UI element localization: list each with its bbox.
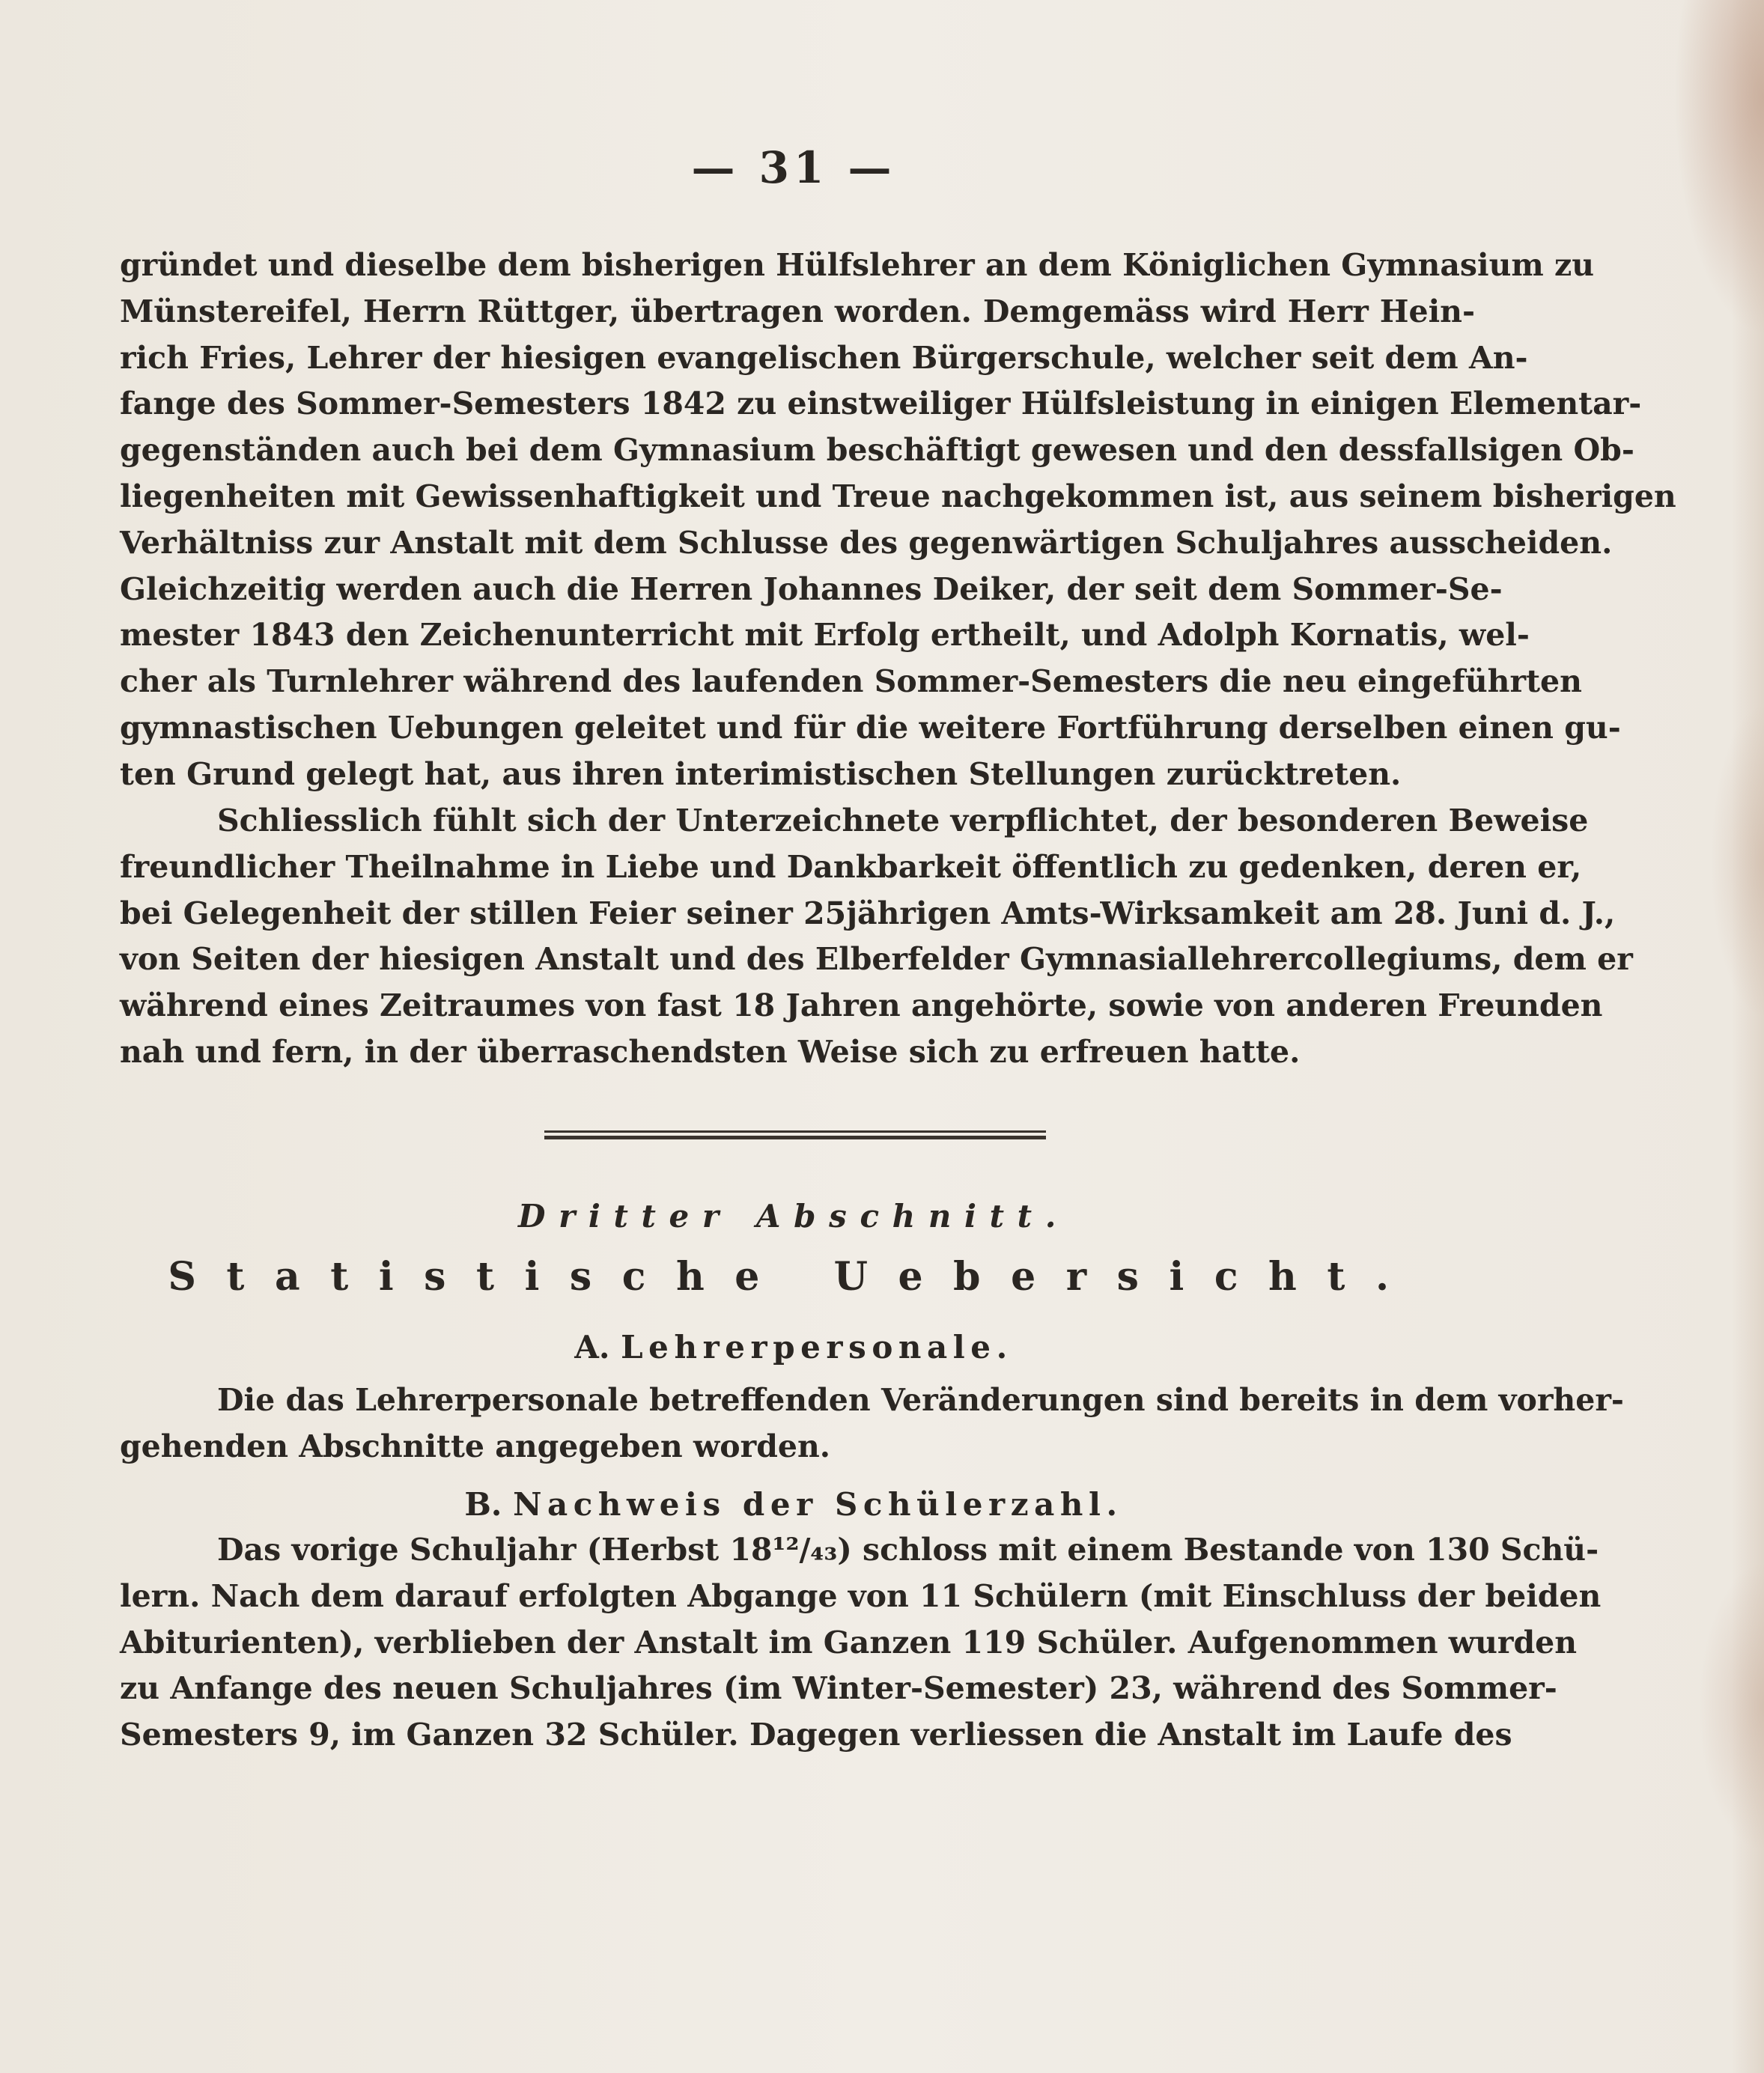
subsection-letter: B. <box>464 1486 502 1523</box>
subsection-a-heading <box>0 1329 1587 1366</box>
text-line: Schliesslich fühlt sich der Unterzeichnete verpflichtet, der besonderen Beweise <box>217 803 1589 838</box>
text-line: Abiturienten), verblieben der Anstalt im Ganzen 119 Schüler. Aufgenommen wurden <box>120 1624 1578 1660</box>
subsection-a-text <box>120 1378 1624 1470</box>
text-line: gehenden Abschnitte angegeben worden. <box>120 1428 831 1464</box>
paragraph-2 <box>120 798 1633 1076</box>
paragraph-1 <box>120 243 1676 798</box>
divider-line-thin <box>544 1130 1046 1133</box>
subsection-b-text <box>120 1527 1602 1759</box>
text-line: während eines Zeitraumes von fast 18 Jahren angehörte, sowie von anderen Freunden <box>120 987 1603 1024</box>
section-title: Statistische Uebersicht. <box>168 1254 1420 1300</box>
text-line: ten Grund gelegt hat, aus ihren interimistischen Stellungen zurücktreten. <box>120 755 1402 792</box>
text-line: Semesters 9, im Ganzen 32 Schüler. Dagegen verliessen die Anstalt im Laufe des <box>120 1717 1512 1753</box>
text-line: gründet und dieselbe dem bisherigen Hülfslehrer an dem Königlichen Gymnasium zu <box>120 247 1595 283</box>
text-line: rich Fries, Lehrer der hiesigen evangelischen Bürgerschule, welcher seit dem An- <box>120 339 1528 376</box>
subsection-title: Nachweis der Schülerzahl. <box>513 1486 1123 1523</box>
text-line: freundlicher Theilnahme in Liebe und Dankbarkeit öffentlich zu gedenken, deren er, <box>120 848 1582 885</box>
text-line: Die das Lehrerpersonale betreffenden Veränderungen sind bereits in dem vorher- <box>217 1382 1624 1418</box>
text-line: gegenständen auch bei dem Gymnasium beschäftigt gewesen und den dessfallsigen Ob- <box>120 432 1634 469</box>
subsection-b-heading <box>0 1486 1587 1523</box>
section-label: Dritter Abschnitt. <box>518 1198 1069 1235</box>
text-line: Das vorige Schuljahr (Herbst 18¹²/₄₃) schloss mit einem Bestande von 130 Schü- <box>217 1532 1599 1568</box>
text-line: Verhältniss zur Anstalt mit dem Schlusse des gegenwärtigen Schuljahres ausscheiden. <box>120 524 1613 561</box>
text-line: nah und fern, in der überraschendsten Weise sich zu erfreuen hatte. <box>120 1033 1301 1070</box>
text-line: mester 1843 den Zeichenunterricht mit Erfolg ertheilt, und Adolph Kornatis, wel- <box>120 617 1530 654</box>
page-edge-discoloration <box>1731 0 1764 2073</box>
text-line: zu Anfange des neuen Schuljahres (im Winter-Semester) 23, während des Sommer- <box>120 1670 1557 1707</box>
text-line: cher als Turnlehrer während des laufenden Sommer-Semesters die neu eingeführten <box>120 663 1582 700</box>
text-line: Münstereifel, Herrn Rüttger, übertragen worden. Demgemäss wird Herr Hein- <box>120 293 1475 329</box>
text-line: von Seiten der hiesigen Anstalt und des Elberfelder Gymnasiallehrercollegiums, dem er <box>120 941 1633 978</box>
text-line: lern. Nach dem darauf erfolgten Abgange von 11 Schülern (mit Einschluss der beiden <box>120 1577 1602 1614</box>
text-line: liegenheiten mit Gewissenhaftigkeit und Treue nachgekommen ist, aus seinem bisherigen <box>120 478 1676 514</box>
subsection-letter: A. <box>574 1329 610 1366</box>
page-number: — 31 — <box>691 142 896 193</box>
section-divider-rule <box>544 1130 1046 1139</box>
text-line: Gleichzeitig werden auch die Herren Johannes Deiker, der seit dem Sommer-Se- <box>120 570 1503 607</box>
divider-line-thick <box>544 1136 1046 1139</box>
text-line: gymnastischen Uebungen geleitet und für die weitere Fortführung derselben einen gu- <box>120 709 1621 746</box>
text-line: bei Gelegenheit der stillen Feier seiner 25jährigen Amts-Wirksamkeit am 28. Juni d. J., <box>120 895 1616 931</box>
subsection-title: Lehrerpersonale. <box>621 1329 1013 1366</box>
text-line: fange des Sommer-Semesters 1842 zu einstweiliger Hülfsleistung in einigen Elementar- <box>120 386 1642 422</box>
